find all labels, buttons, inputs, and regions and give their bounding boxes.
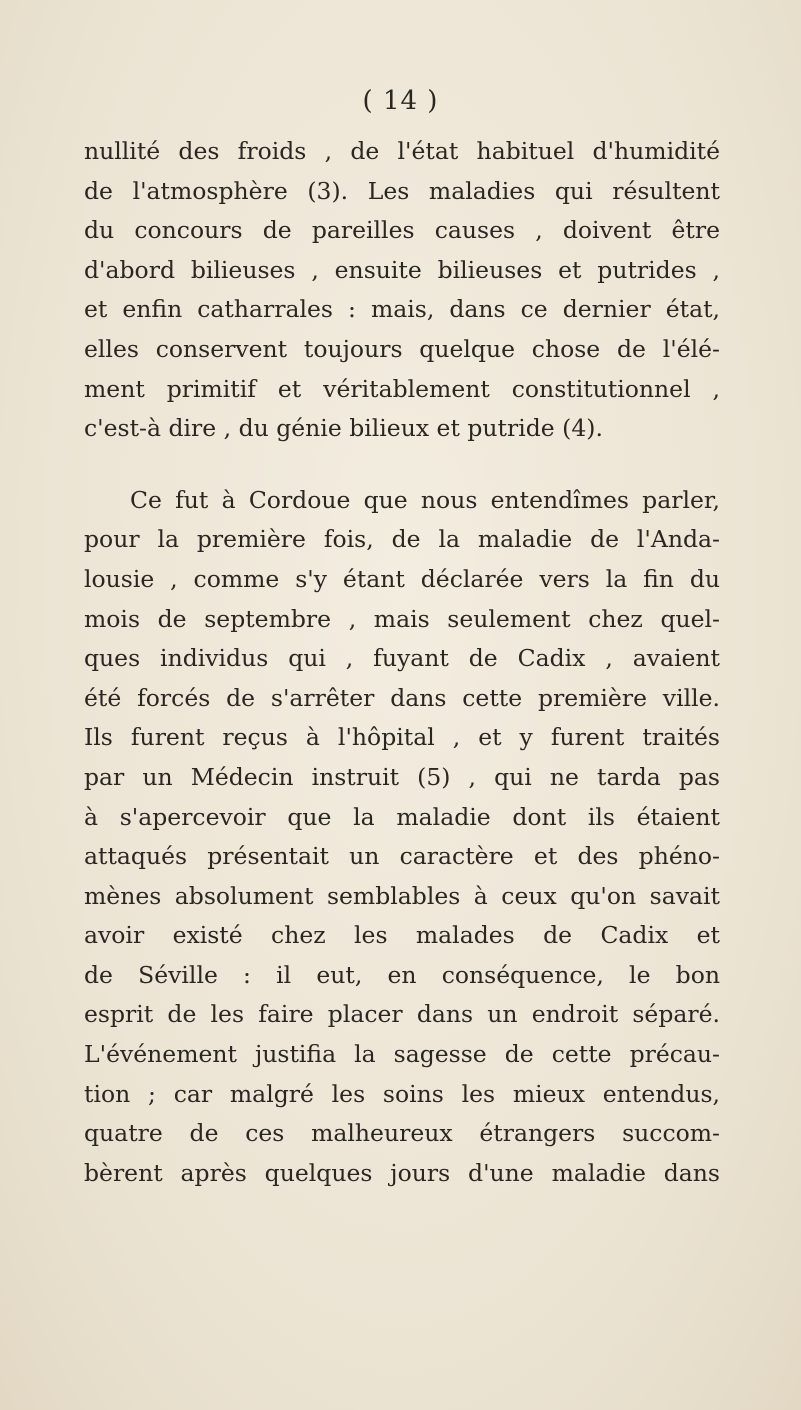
text-line: pour la première fois, de la maladie de l'Anda- bbox=[84, 525, 720, 554]
paragraph-gap bbox=[84, 449, 720, 481]
text-line: lousie , comme s'y étant déclarée vers la fin du bbox=[84, 564, 720, 593]
text-line: du concours de pareilles causes , doivent être bbox=[84, 216, 720, 245]
paragraph-2 bbox=[84, 481, 720, 1194]
page-number: ( 14 ) bbox=[362, 86, 439, 116]
text-line: été forcés de s'arrêter dans cette première ville. bbox=[84, 683, 720, 712]
text-line: bèrent après quelques jours d'une maladie dans bbox=[84, 1158, 720, 1187]
text-line: avoir existé chez les malades de Cadix et bbox=[84, 921, 720, 950]
text-line: mènes absolument semblables à ceux qu'on savait bbox=[84, 881, 720, 910]
paragraph-1 bbox=[84, 132, 720, 449]
text-line: d'abord bilieuses , ensuite bilieuses et putrides , bbox=[84, 255, 720, 284]
text-line: esprit de les faire placer dans un endroit séparé. bbox=[84, 1000, 720, 1029]
text-line: c'est-à dire , du génie bilieux et putride (4). bbox=[84, 414, 603, 443]
text-line: à s'apercevoir que la maladie dont ils étaient bbox=[84, 802, 720, 831]
text-line: attaqués présentait un caractère et des phéno- bbox=[84, 842, 720, 871]
text-line: de Séville : il eut, en conséquence, le bon bbox=[84, 960, 720, 989]
text-line: et enfin catharrales : mais, dans ce dernier état, bbox=[84, 295, 720, 324]
text-line: ques individus qui , fuyant de Cadix , avaient bbox=[84, 644, 720, 673]
text-line: quatre de ces malheureux étrangers succom- bbox=[84, 1119, 720, 1148]
text-line: nullité des froids , de l'état habituel d'humidité bbox=[84, 137, 720, 165]
text-line: elles conservent toujours quelque chose de l'élé- bbox=[84, 334, 720, 363]
text-line: par un Médecin instruit (5) , qui ne tarda pas bbox=[84, 762, 720, 791]
body-text bbox=[84, 132, 720, 1193]
text-line: tion ; car malgré les soins les mieux entendus, bbox=[84, 1079, 720, 1108]
text-line: L'événement justifia la sagesse de cette précau- bbox=[84, 1040, 720, 1069]
text-line: de l'atmosphère (3). Les maladies qui résultent bbox=[84, 176, 720, 205]
text-line: Ils furent reçus à l'hôpital , et y furent traités bbox=[84, 723, 720, 752]
text-line: Ce fut à Cordoue que nous entendîmes parler, bbox=[130, 485, 720, 514]
text-line: mois de septembre , mais seulement chez quel- bbox=[84, 604, 720, 633]
text-line: ment primitif et véritablement constitutionnel , bbox=[84, 374, 720, 403]
